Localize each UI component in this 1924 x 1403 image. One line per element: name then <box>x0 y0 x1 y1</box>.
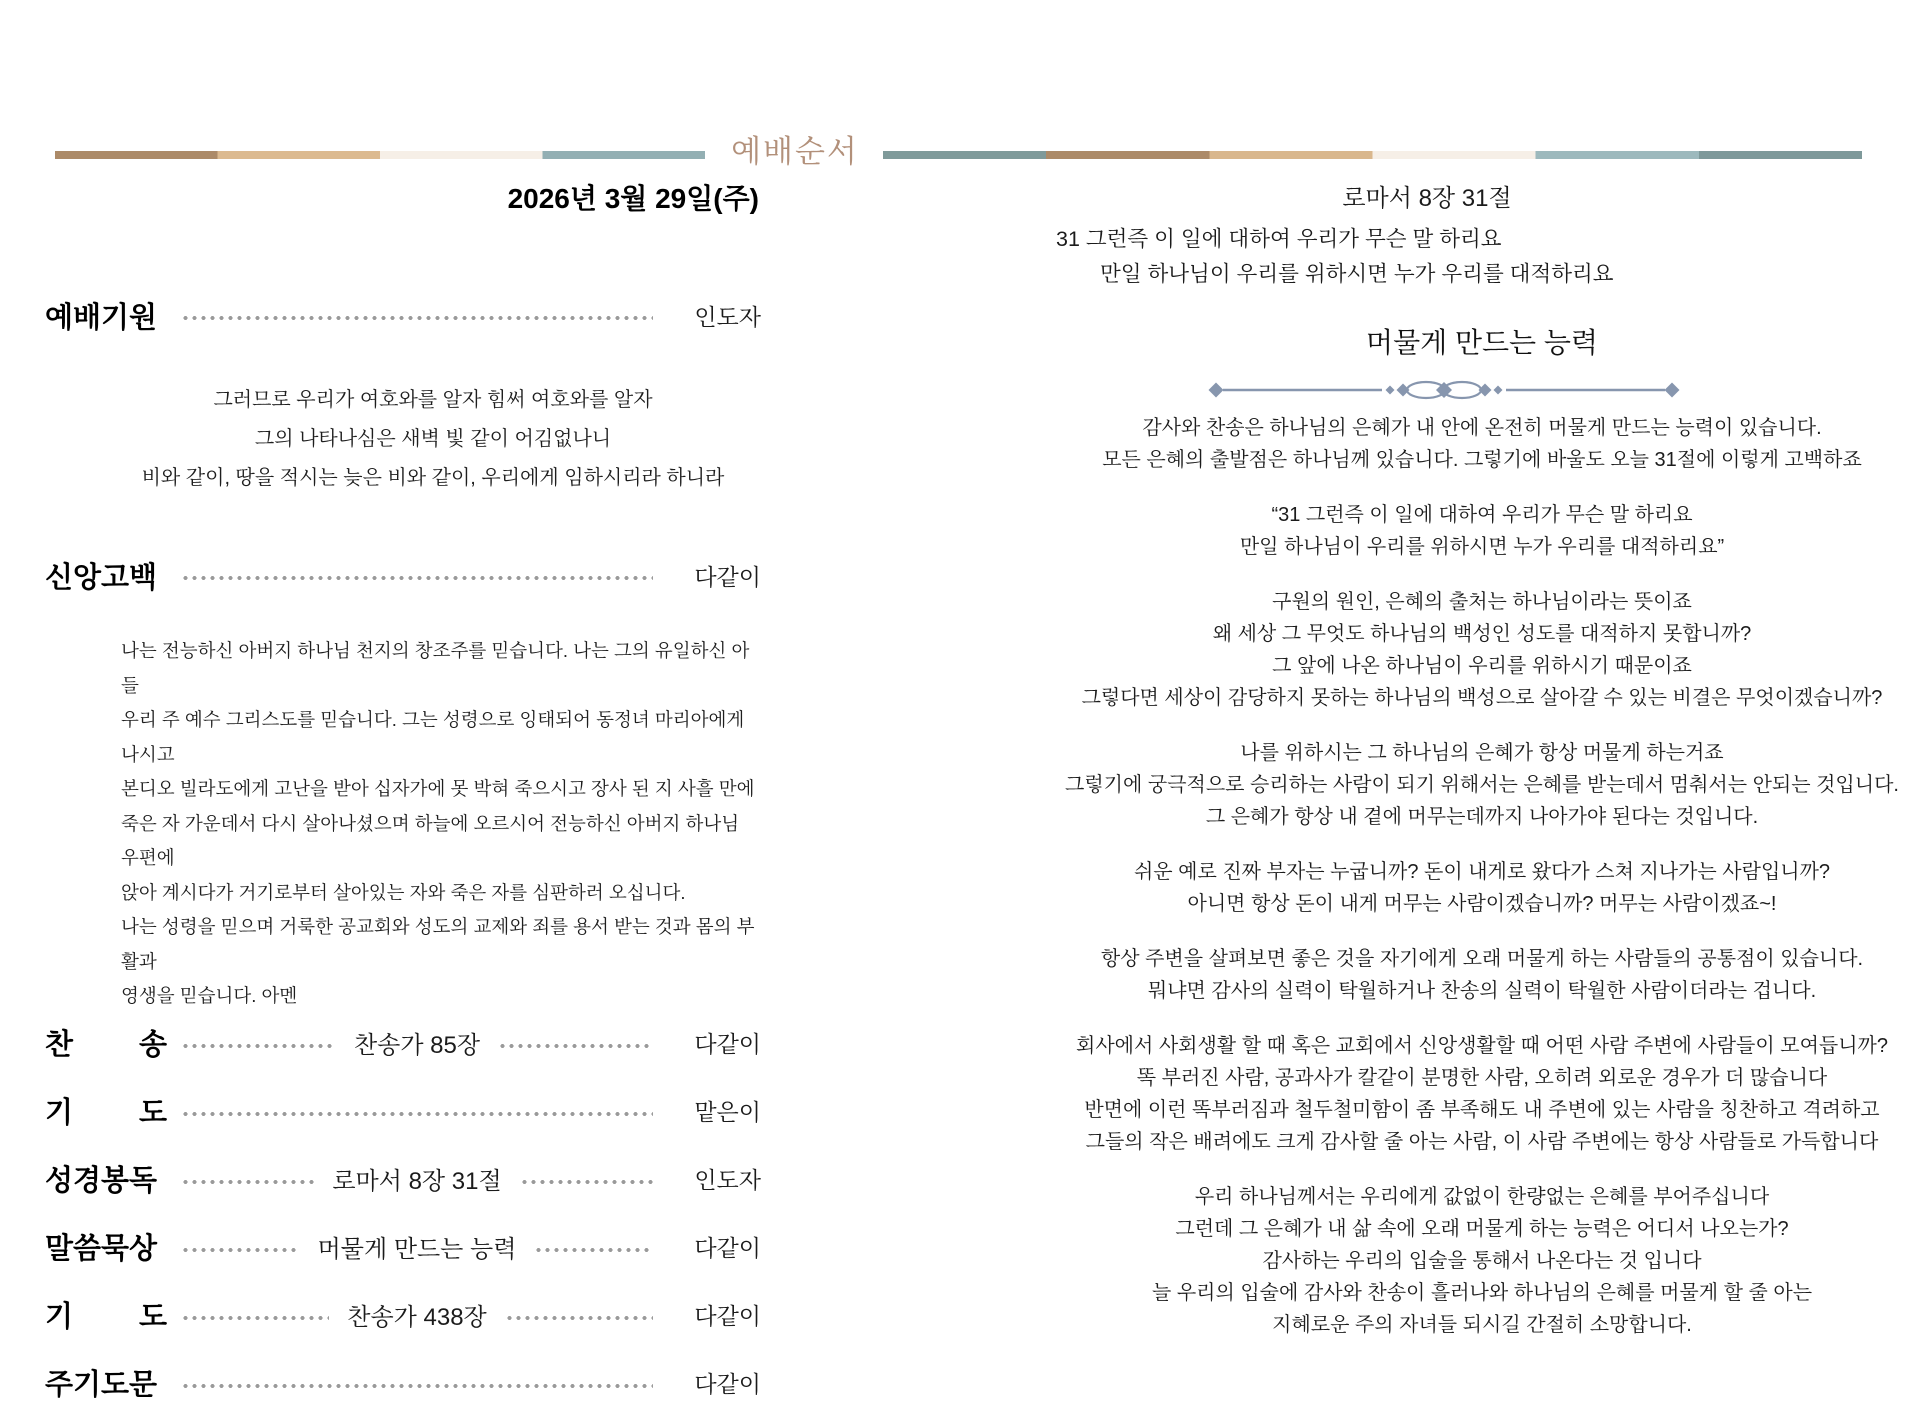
order-item-label: 찬 송 <box>45 1029 167 1061</box>
dotted-leader <box>181 1314 329 1322</box>
dotted-leader <box>505 1314 653 1322</box>
order-item-performer: 인도자 <box>694 1167 761 1193</box>
apostles-creed-text: 나는 전능하신 아버지 하나님 천지의 창조주를 믿습니다. 나는 그의 유일하신 아들 우리 주 예수 그리스도를 믿습니다. 그는 성령으로 잉태되어 동정녀 마리아에게 나시고 본디오 빌라도에게 고난을 받아 십자가에 못 박혀 죽으시고 장사 된 지 사흘 만에 죽은 자 가운데서 다시 살아나셨으며 하늘에 오르시어 전능하신 아버지 하나님 우편에 앉아 계시다가 거기로부터 살아있는 자와 죽은 자를 심판하러 오십니다. 나는 성령을 믿으며 거룩한 공교회와 성도의 교제와 죄를 용서 받는 것과 몸의 부활과 영생을 믿습니다. 아멘 <box>121 640 755 1006</box>
order-row-lords-prayer <box>45 1364 761 1402</box>
order-item-label: 기 도 <box>45 1097 167 1129</box>
dotted-leader <box>181 1246 300 1254</box>
sermon-paragraph: “31 그런즉 이 일에 대하여 우리가 무슨 말 하리요 만일 하나님이 우리를 위하시면 누가 우리를 대적하리요” <box>1239 504 1725 558</box>
order-item-performer: 다같이 <box>694 1031 762 1057</box>
dotted-leader <box>181 314 653 322</box>
sermon-paragraph: 쉬운 예로 진짜 부자는 누굽니까? 돈이 내게로 왔다가 스쳐 지나가는 사람입니까? 아니면 항상 돈이 내게 머무는 사람이겠습니까? 머무는 사람이겠죠~! <box>1133 861 1831 915</box>
sermon-paragraph: 감사와 찬송은 하나님의 은혜가 내 안에 온전히 머물게 만드는 능력이 있습니다. 모든 은혜의 출발점은 하나님께 있습니다. 그렇기에 바울도 오늘 31절에 이렇게 고백하죠 <box>1102 417 1862 471</box>
invocation-scripture-text: 그러므로 우리가 여호와를 알자 힘써 여호와를 알자 그의 나타나심은 새벽 빛 같이 어김없나니 비와 같이, 땅을 적시는 늦은 비와 같이, 우리에게 임하시리라 하니라 <box>141 389 725 489</box>
order-item-performer: 다같이 <box>694 1235 761 1261</box>
dotted-leader <box>181 574 653 582</box>
order-item-performer: 맡은이 <box>694 1099 761 1125</box>
order-item-label: 성경봉독 <box>45 1165 158 1197</box>
order-item-label: 예배기원 <box>45 301 158 334</box>
dotted-leader <box>181 1178 314 1186</box>
order-item-detail: 머물게 만드는 능력 <box>317 1236 517 1263</box>
sermon-title: 머물게 만드는 능력 <box>1366 327 1598 358</box>
order-row-creed <box>45 556 761 594</box>
dotted-leader <box>181 1382 653 1390</box>
service-date: 2026년 3월 29일(주) <box>507 183 759 214</box>
order-row-scripture-reading <box>45 1160 761 1198</box>
sermon-paragraph: 항상 주변을 살펴보면 좋은 것을 자기에게 오래 머물게 하는 사람들의 공통점이 있습니다. 뭐냐면 감사의 실력이 탁월하거나 찬송의 실력이 탁월한 사람이더라는 겁니다. <box>1100 948 1864 1002</box>
order-row-prayer-hymn <box>45 1296 761 1334</box>
dotted-leader <box>181 1110 653 1118</box>
page-title: 예배순서 <box>731 134 859 169</box>
order-item-performer: 다같이 <box>694 563 761 590</box>
dotted-leader <box>534 1246 653 1254</box>
order-row-hymn <box>45 1024 761 1062</box>
order-item-performer: 다같이 <box>694 1371 761 1397</box>
sermon-section <box>1040 184 1924 1341</box>
sermon-paragraph: 나를 위하시는 그 하나님의 은혜가 항상 머물게 하는거죠 그렇기에 궁극적으로 승리하는 사람이 되기 위해서는 은혜를 받는데서 멈춰서는 안되는 것입니다. 그 은혜가 항상 내 곁에 머무는데까지 나아가야 된다는 것입니다. <box>1065 742 1899 828</box>
scripture-verse-text: 31 그런즉 이 일에 대하여 우리가 무슨 말 하리요 만일 하나님이 우리를 위하시면 누가 우리를 대적하리요 <box>1056 227 1614 286</box>
sermon-paragraph: 구원의 원인, 은혜의 출처는 하나님이라는 뜻이죠 왜 세상 그 무엇도 하나님의 백성인 성도를 대적하지 못합니까? 그 앞에 나온 하나님이 우리를 위하시기 때문이죠 그렇다면 세상이 감당하지 못하는 하나님의 백성으로 살아갈 수 있는 비결은 무엇이겠습니까? <box>1081 591 1883 709</box>
order-item-detail: 찬송가 438장 <box>347 1304 487 1331</box>
order-item-label: 말씀묵상 <box>45 1233 158 1265</box>
scripture-reference: 로마서 8장 31절 <box>1342 185 1512 212</box>
order-item-performer: 다같이 <box>694 1303 762 1329</box>
dotted-leader <box>181 1042 336 1050</box>
sermon-paragraph: 회사에서 사회생활 할 때 혹은 교회에서 신앙생활할 때 어떤 사람 주변에 사람들이 모여듭니까? 똑 부러진 사람, 공과사가 칼같이 분명한 사람, 오히려 외로운 경우가 더 많습니다 반면에 이런 똑부러짐과 철두철미함이 좀 부족해도 내 주변에 있는 사람을 칭찬하고 격려하고 그들의 작은 배려에도 크게 감사할 줄 아는 사람, 이 사람 주변에는 항상 사람들로 가득합니다 <box>1076 1035 1888 1153</box>
dotted-leader <box>520 1178 653 1186</box>
order-row-prayer <box>45 1092 761 1130</box>
dotted-leader <box>498 1042 653 1050</box>
sermon-paragraph: 우리 하나님께서는 우리에게 값없이 한량없는 은혜를 부어주십니다 그런데 그 은혜가 내 삶 속에 오래 머물게 하는 능력은 어디서 나오는가? 감사하는 우리의 입술을 통해서 나온다는 것 입니다 늘 우리의 입술에 감사와 찬송이 흘러나와 하나님의 은혜를 머물게 할 줄 아는 지혜로운 주의 자녀들 되시길 간절히 소망합니다. <box>1151 1186 1813 1336</box>
divider-ornament <box>1204 376 1684 404</box>
worship-order-section <box>45 182 761 1402</box>
order-item-detail: 찬송가 85장 <box>353 1032 481 1059</box>
header-rule-right <box>883 151 1862 159</box>
order-item-label: 주기도문 <box>45 1369 158 1401</box>
order-item-performer: 인도자 <box>694 303 761 330</box>
order-item-label: 기 도 <box>45 1301 167 1333</box>
order-row-invocation <box>45 296 761 334</box>
order-item-label: 신앙고백 <box>45 561 158 594</box>
order-item-detail: 로마서 8장 31절 <box>332 1168 502 1195</box>
order-row-meditation <box>45 1228 761 1266</box>
header-rule-left <box>55 151 705 159</box>
